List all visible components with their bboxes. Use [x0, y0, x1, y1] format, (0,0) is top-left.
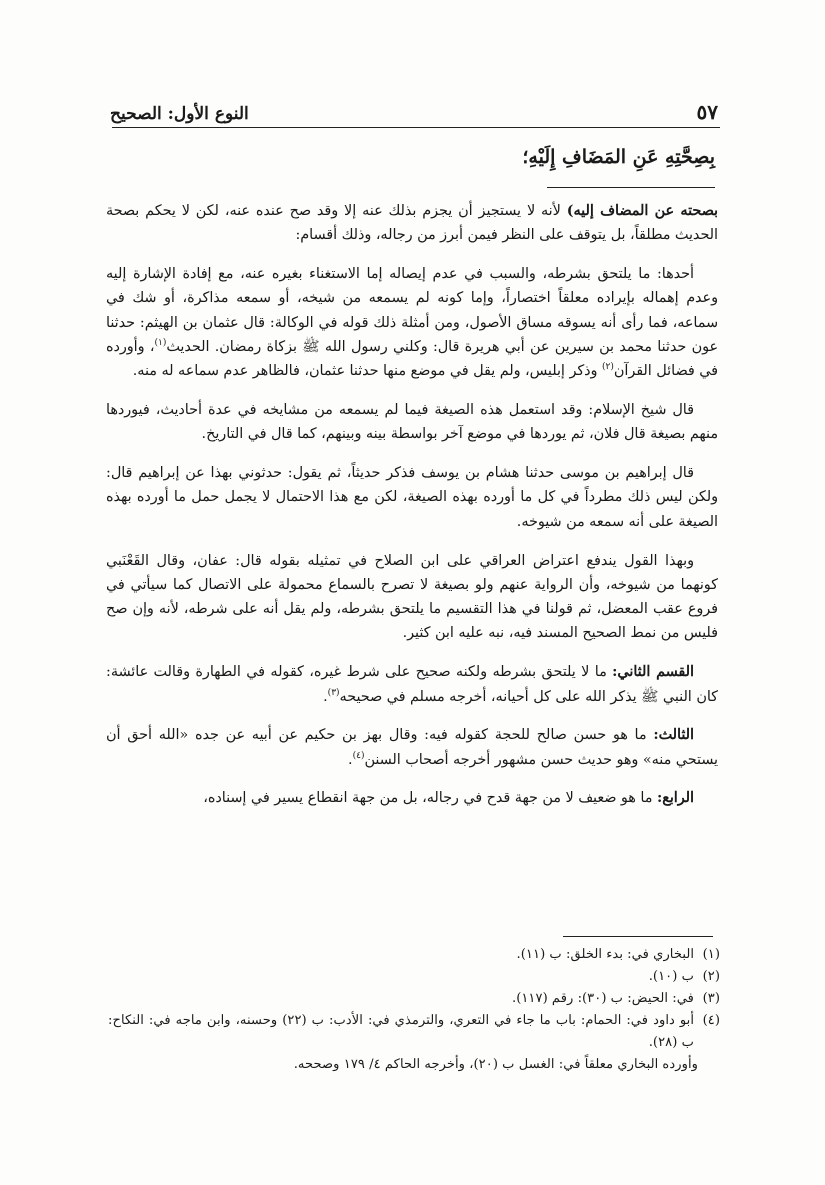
commentary-body: [106, 199, 718, 825]
header-rule: [112, 127, 720, 128]
paragraph-lead: القسم الثاني:: [612, 664, 694, 681]
footnotes: [108, 944, 720, 1076]
footnote-ref[interactable]: (٤): [352, 750, 365, 761]
paragraph-text: لأنه لا يستجيز أن يجزم بذلك عنه إلا وقد صح عنده عنه، لكن لا يحكم بصحة الحديث مطلقاً، بل يتوقف على النظر فيمن أبرز من رجاله، وذلك أقسام:: [106, 203, 718, 244]
footnote-text: أبو داود في: الحمام: باب ما جاء في التعري، والترمذي في: الأدب: ب (٢٢) وحسنه، وابن ماجه في: النكاح: ب (٢٨).: [108, 1013, 694, 1050]
page-number: ٥٧: [696, 100, 718, 124]
paragraph-text: ، وأورده في فضائل القرآن: [106, 338, 718, 380]
footnote-ref[interactable]: (٢): [601, 362, 614, 373]
running-title: النوع الأول: الصحيح: [110, 104, 249, 124]
paragraph-text: ما هو ضعيف لا من جهة قدح في رجاله، بل من جهة انقطاع يسير في إسناده،: [203, 790, 657, 807]
paragraph: [106, 461, 718, 534]
paragraph: [106, 199, 718, 248]
paragraph-text: قال إبراهيم بن موسى حدثنا هشام بن يوسف فذكر حديثاً، ثم يقول: حدثوني بهذا عن إبراهيم قال: ولكن ليس ذلك مطرداً في كل ما أورده بهذه الصيغة، لكن مع هذا الاحتمال لا يجمل حمل ما أورده بهذه الصيغة على أنه سمعه من شيوخه.: [106, 465, 718, 530]
paragraph-lead: الرابع:: [656, 790, 694, 807]
paragraph-text: .: [348, 751, 353, 768]
paragraph-text: أحدها: ما يلتحق بشرطه، والسبب في عدم إيصاله إما الاستغناء بغيره عنه، مع إفادة الإشارة إليه وعدم إهماله بإيراده معلقاً اختصاراً، وإما كونه لم يسمعه من شيخه، أو سمعه مذاكرة، أو شك في سماعه، فما رأى أنه يسوقه مساق الأصول، ومن أمثلة ذلك قوله في الوكالة: قال عثمان بن الهيثم: حدثنا عون حدثنا محمد بن سيرين عن أبي هريرة قال: وكلني رسول الله ﷺ بزكاة رمضان. الحديث: [106, 266, 718, 355]
paragraph: [106, 786, 718, 810]
paragraph: [106, 660, 718, 709]
page-header: [110, 94, 718, 124]
paragraph: [106, 549, 718, 646]
footnote: [108, 988, 720, 1010]
paragraph: [106, 398, 718, 447]
paragraph-lead: بصحته عن المضاف إليه): [566, 203, 719, 219]
footnote: [108, 966, 720, 988]
paragraph-text: ما هو حسن صالح للحجة كقوله فيه: وقال بهز بن حكيم عن أبيه عن جده «الله أحق أن يستحي منه» وهو حديث حسن مشهور أخرجه أصحاب السنن: [106, 727, 718, 768]
paragraph-text: وبهذا القول يندفع اعتراض العراقي على ابن الصلاح في تمثيله بقوله قال: عفان، وقال القَعْنَبي كونهما من شيوخه، وأن الرواية عنهم ولو بصيغة لا تصرح بالسماع محمولة على الاتصال كما سيأتي في فروع عقب المعضل، ثم قولنا في هذا التقسيم ما يلتحق بشرطه، ولم يقل أنه على شرطه، لأنه وإن صح فليس من نمط الصحيح المسند فيه، نبه عليه ابن كثير.: [106, 552, 718, 642]
footnote-text: في: الحيض: ب (٣٠): رقم (١١٧).: [512, 991, 694, 1006]
paragraph: [106, 262, 718, 383]
footnote-continuation: وأورده البخاري معلقاً في: الغسل ب (٢٠)، وأخرجه الحاكم ٤/ ١٧٩ وصححه.: [293, 1057, 698, 1072]
footnote-number: (٢): [702, 969, 720, 984]
matn-text: بِصِحَّتِهِ عَنِ المَضَافِ إِلَيْهِ؛: [522, 146, 715, 168]
footnote-text: ب (١٠).: [648, 969, 694, 984]
paragraph-text: وذكر إبليس، ولم يقل في موضع منها حدثنا عثمان، فالظاهر عدم سماعه له منه.: [132, 363, 602, 380]
paragraph-text: قال شيخ الإسلام: وقد استعمل هذه الصيغة فيما لم يسمعه من مشايخه في عدة أحاديث، فيوردها منهم بصيغة قال فلان، ثم يوردها في موضع آخر بواسطة بينه وبينهم، كما قال في التاريخ.: [106, 402, 718, 443]
footnote-ref[interactable]: (٣): [327, 687, 340, 698]
footnote-number: (٣): [702, 991, 720, 1006]
paragraph-lead: الثالث:: [653, 727, 694, 744]
footnote-number: (٤): [702, 1013, 720, 1028]
footnote: [108, 944, 720, 966]
paragraph-text: .: [323, 688, 328, 705]
footnote-number: (١): [702, 947, 720, 962]
footnote: [108, 1010, 720, 1054]
paragraph: [106, 723, 718, 772]
footnote-text: البخاري في: بدء الخلق: ب (١١).: [516, 947, 694, 962]
paragraph-text: ما لا يلتحق بشرطه ولكنه صحيح على شرط غيره، كقوله في الطهارة وقالت عائشة: كان النبي ﷺ يذكر الله على كل أحيانه، أخرجه مسلم في صحيحه: [106, 664, 718, 705]
matn-rule: [547, 187, 715, 188]
footnote-rule: [563, 936, 713, 937]
footnote-ref[interactable]: (١): [154, 338, 167, 349]
